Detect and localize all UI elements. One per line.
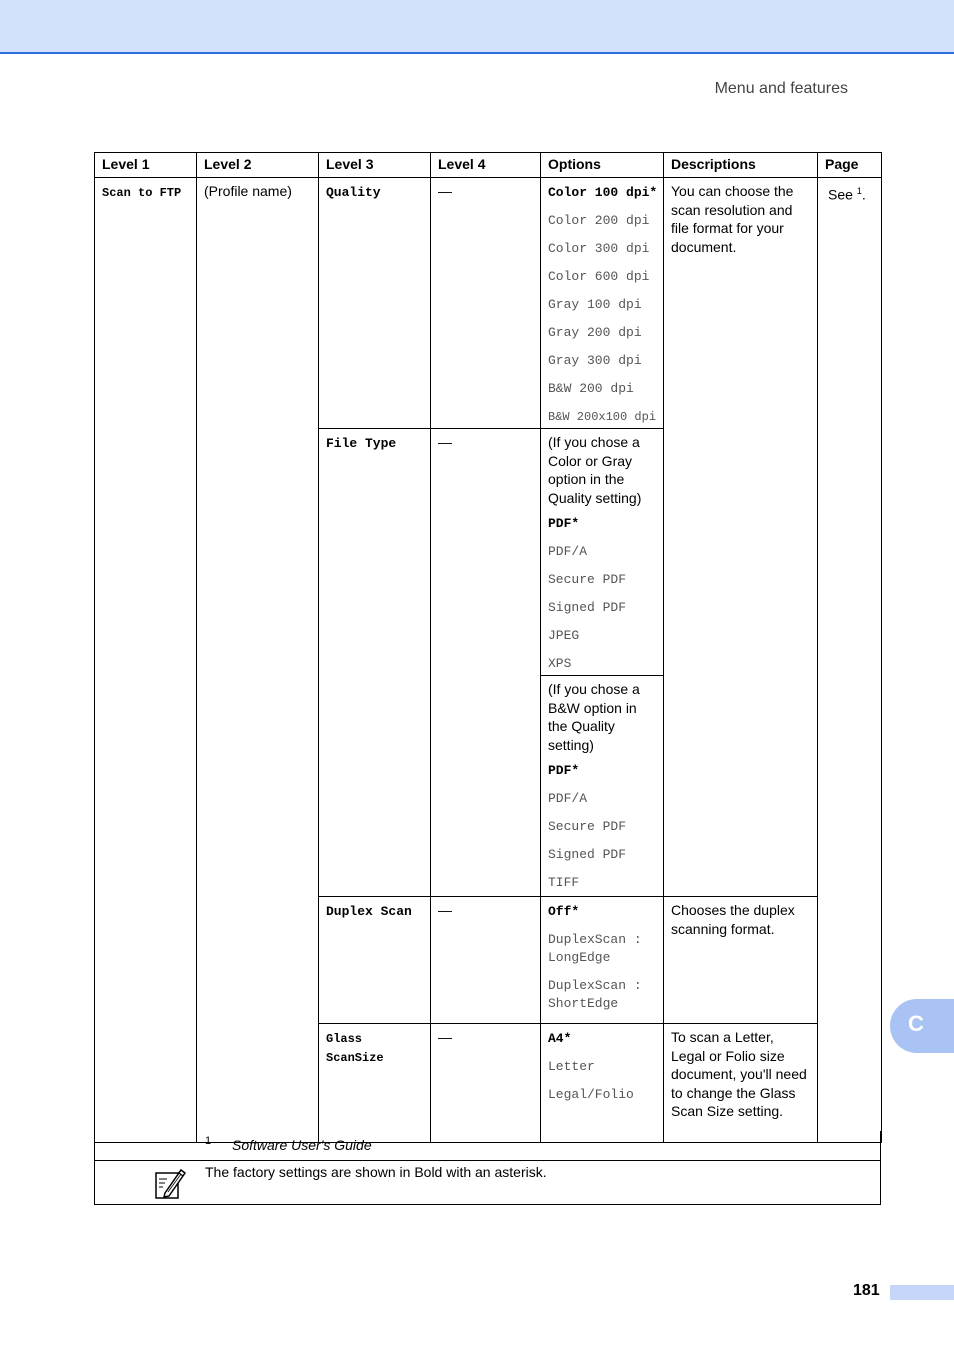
page-number: 181	[853, 1282, 880, 1299]
menu-table	[94, 152, 882, 1143]
glass-option: Letter	[548, 1059, 595, 1074]
memo-text: The factory settings are shown in Bold with an asterisk.	[205, 1164, 547, 1180]
level3-glass-cell	[319, 1024, 431, 1143]
filetype-dash: —	[438, 434, 452, 450]
level3-duplex-cell	[319, 897, 431, 1024]
memo-pencil-icon	[153, 1166, 187, 1200]
level2-cell	[197, 178, 319, 1143]
page-ref-number: 1	[856, 186, 862, 196]
filetype-option: Signed PDF	[548, 847, 627, 862]
level4-glass-cell	[431, 1024, 541, 1143]
glass-option: A4*	[548, 1031, 572, 1046]
col-header-level3: Level 3	[319, 153, 431, 178]
col-header-descriptions: Descriptions	[664, 153, 818, 178]
filetype-bw-note: (If you chose a B&W option in the Quality setting)	[548, 681, 640, 753]
options-glass-cell	[541, 1024, 664, 1143]
filetype-option: Signed PDF	[548, 600, 627, 615]
glass-description-cell	[664, 1024, 818, 1143]
level3-filetype-cell	[319, 429, 431, 897]
col-header-level1: Level 1	[95, 153, 197, 178]
header-band	[0, 0, 954, 54]
level2-text: (Profile name)	[204, 183, 292, 199]
col-header-level2: Level 2	[197, 153, 319, 178]
duplex-dash: —	[438, 902, 452, 918]
level4-filetype-cell	[431, 429, 541, 897]
filetype-option: XPS	[548, 656, 572, 671]
quality-option: Color 100 dpi*	[548, 185, 658, 200]
glass-dash: —	[438, 1029, 452, 1045]
duplex-label: Duplex Scan	[326, 904, 412, 919]
quality-label: Quality	[326, 185, 381, 200]
page-ref-prefix: See	[828, 186, 853, 203]
glass-label: Glass ScanSize	[326, 1032, 384, 1065]
level1-text: Scan to FTP	[102, 186, 182, 200]
filetype-option: JPEG	[548, 628, 580, 643]
quality-option: Color 200 dpi	[548, 213, 650, 228]
duplex-option: DuplexScan : LongEdge	[548, 932, 642, 965]
quality-option: B&W 200x100 dpi	[548, 410, 657, 424]
level1-cell	[95, 178, 197, 1143]
options-filetype-cell	[541, 429, 664, 897]
page-cell	[818, 178, 882, 1143]
filetype-option: PDF/A	[548, 544, 588, 559]
level3-quality-cell	[319, 178, 431, 429]
quality-option: Gray 100 dpi	[548, 297, 642, 312]
chapter-tab-letter: C	[908, 1011, 924, 1036]
quality-option: Gray 200 dpi	[548, 325, 642, 340]
filetype-color-note: (If you chose a Color or Gray option in the Quality setting)	[548, 434, 642, 506]
quality-dash: —	[438, 183, 452, 199]
quality-option: B&W 200 dpi	[548, 381, 634, 396]
quality-option: Gray 300 dpi	[548, 353, 642, 368]
page-ref-suffix: .	[861, 186, 866, 203]
filetype-option: PDF/A	[548, 791, 588, 806]
glass-description: To scan a Letter, Legal or Folio size document, you'll need to change the Glass Scan Size setting.	[671, 1029, 807, 1119]
duplex-description: Chooses the duplex scanning format.	[671, 902, 795, 937]
running-header: Menu and features	[714, 80, 848, 97]
page-number-bar	[890, 1285, 954, 1300]
filetype-label: File Type	[326, 436, 397, 451]
filetype-option: PDF*	[548, 763, 580, 778]
level4-quality-cell	[431, 178, 541, 429]
duplex-option: DuplexScan : ShortEdge	[548, 978, 642, 1011]
duplex-description-cell	[664, 897, 818, 1024]
footnote-row	[94, 1131, 881, 1161]
duplex-option: Off*	[548, 904, 580, 919]
options-quality-cell	[541, 178, 664, 429]
filetype-option: Secure PDF	[548, 572, 627, 587]
glass-option: Legal/Folio	[548, 1087, 634, 1102]
footnote-text: Software User's Guide	[232, 1137, 372, 1153]
col-header-options: Options	[541, 153, 664, 178]
filetype-option: TIFF	[548, 875, 580, 890]
chapter-tab	[890, 999, 954, 1053]
level4-duplex-cell	[431, 897, 541, 1024]
col-header-page: Page	[818, 153, 882, 178]
quality-option: Color 600 dpi	[548, 269, 650, 284]
options-duplex-cell	[541, 897, 664, 1024]
col-header-level4: Level 4	[431, 153, 541, 178]
filetype-option: PDF*	[548, 516, 580, 531]
quality-description: You can choose the scan resolution and file format for your document.	[671, 183, 794, 255]
footnote-number: 1	[205, 1135, 212, 1147]
quality-option: Color 300 dpi	[548, 241, 650, 256]
quality-description-cell	[664, 178, 818, 897]
table-header-row	[95, 153, 882, 178]
filetype-option: Secure PDF	[548, 819, 627, 834]
memo-row	[94, 1160, 881, 1205]
table-row	[95, 178, 882, 429]
